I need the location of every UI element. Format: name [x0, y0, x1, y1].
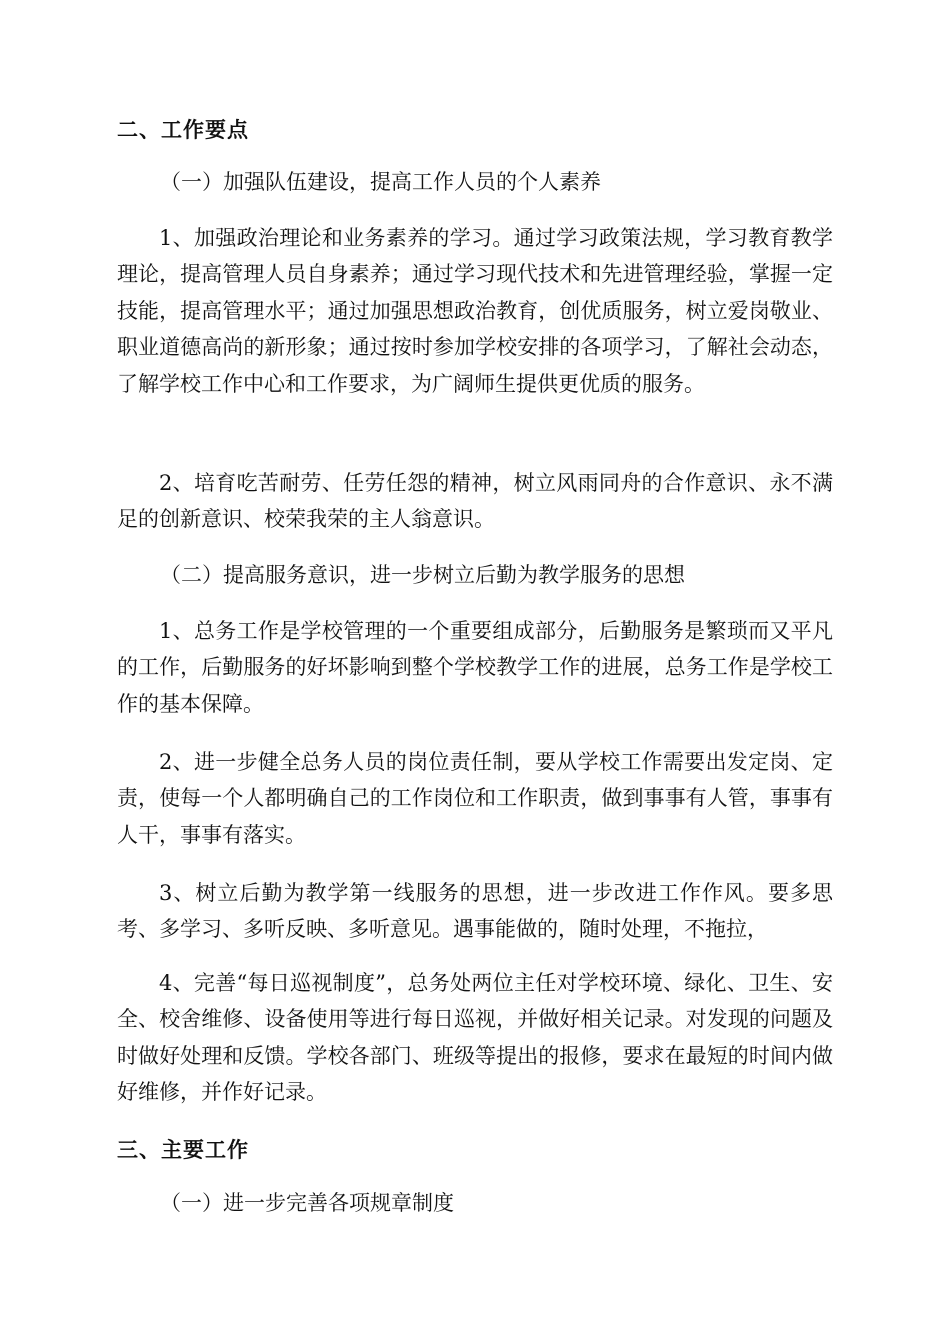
paragraph-2-2-3: 3、树立后勤为教学第一线服务的思想，进一步改进工作作风。要多思考、多学习、多听反映、多听意见。遇事能做的，随时处理，不拖拉， [117, 881, 833, 942]
section-heading-2: 二、工作要点 [117, 118, 249, 142]
paragraph-2-2-2: 2、进一步健全总务人员的岗位责任制，要从学校工作需要出发定岗、定责，使每一个人都明确自己的工作岗位和工作职责，做到事事有人管，事事有人干，事事有落实。 [117, 750, 833, 847]
subsection-heading-2-1: （一）加强队伍建设，提高工作人员的个人素养 [160, 170, 601, 194]
subsection-heading-3-1: （一）进一步完善各项规章制度 [160, 1191, 454, 1215]
paragraph-2-1-1: 1、加强政治理论和业务素养的学习。通过学习政策法规，学习教育教学理论，提高管理人员自身素养；通过学习现代技术和先进管理经验，掌握一定技能，提高管理水平；通过加强思想政治教育，创优质服务，树立爱岗敬业、职业道德高尚的新形象；通过按时参加学校安排的各项学习，了解社会动态，了解学校工作中心和工作要求，为广阔师生提供更优质的服务。 [117, 226, 833, 396]
section-heading-3: 三、主要工作 [117, 1138, 249, 1162]
paragraph-2-1-2: 2、培育吃苦耐劳、任劳任怨的精神，树立风雨同舟的合作意识、永不满足的创新意识、校荣我荣的主人翁意识。 [117, 471, 833, 532]
paragraph-2-2-4: 4、完善“每日巡视制度”，总务处两位主任对学校环境、绿化、卫生、安全、校舍维修、设备使用等进行每日巡视，并做好相关记录。对发现的问题及时做好处理和反馈。学校各部门、班级等提出的报修，要求在最短的时间内做好维修，并作好记录。 [117, 971, 833, 1105]
subsection-heading-2-2: （二）提高服务意识，进一步树立后勤为教学服务的思想 [160, 563, 685, 587]
paragraph-2-2-1: 1、总务工作是学校管理的一个重要组成部分，后勤服务是繁琐而又平凡的工作，后勤服务的好坏影响到整个学校教学工作的进展，总务工作是学校工作的基本保障。 [117, 619, 833, 716]
